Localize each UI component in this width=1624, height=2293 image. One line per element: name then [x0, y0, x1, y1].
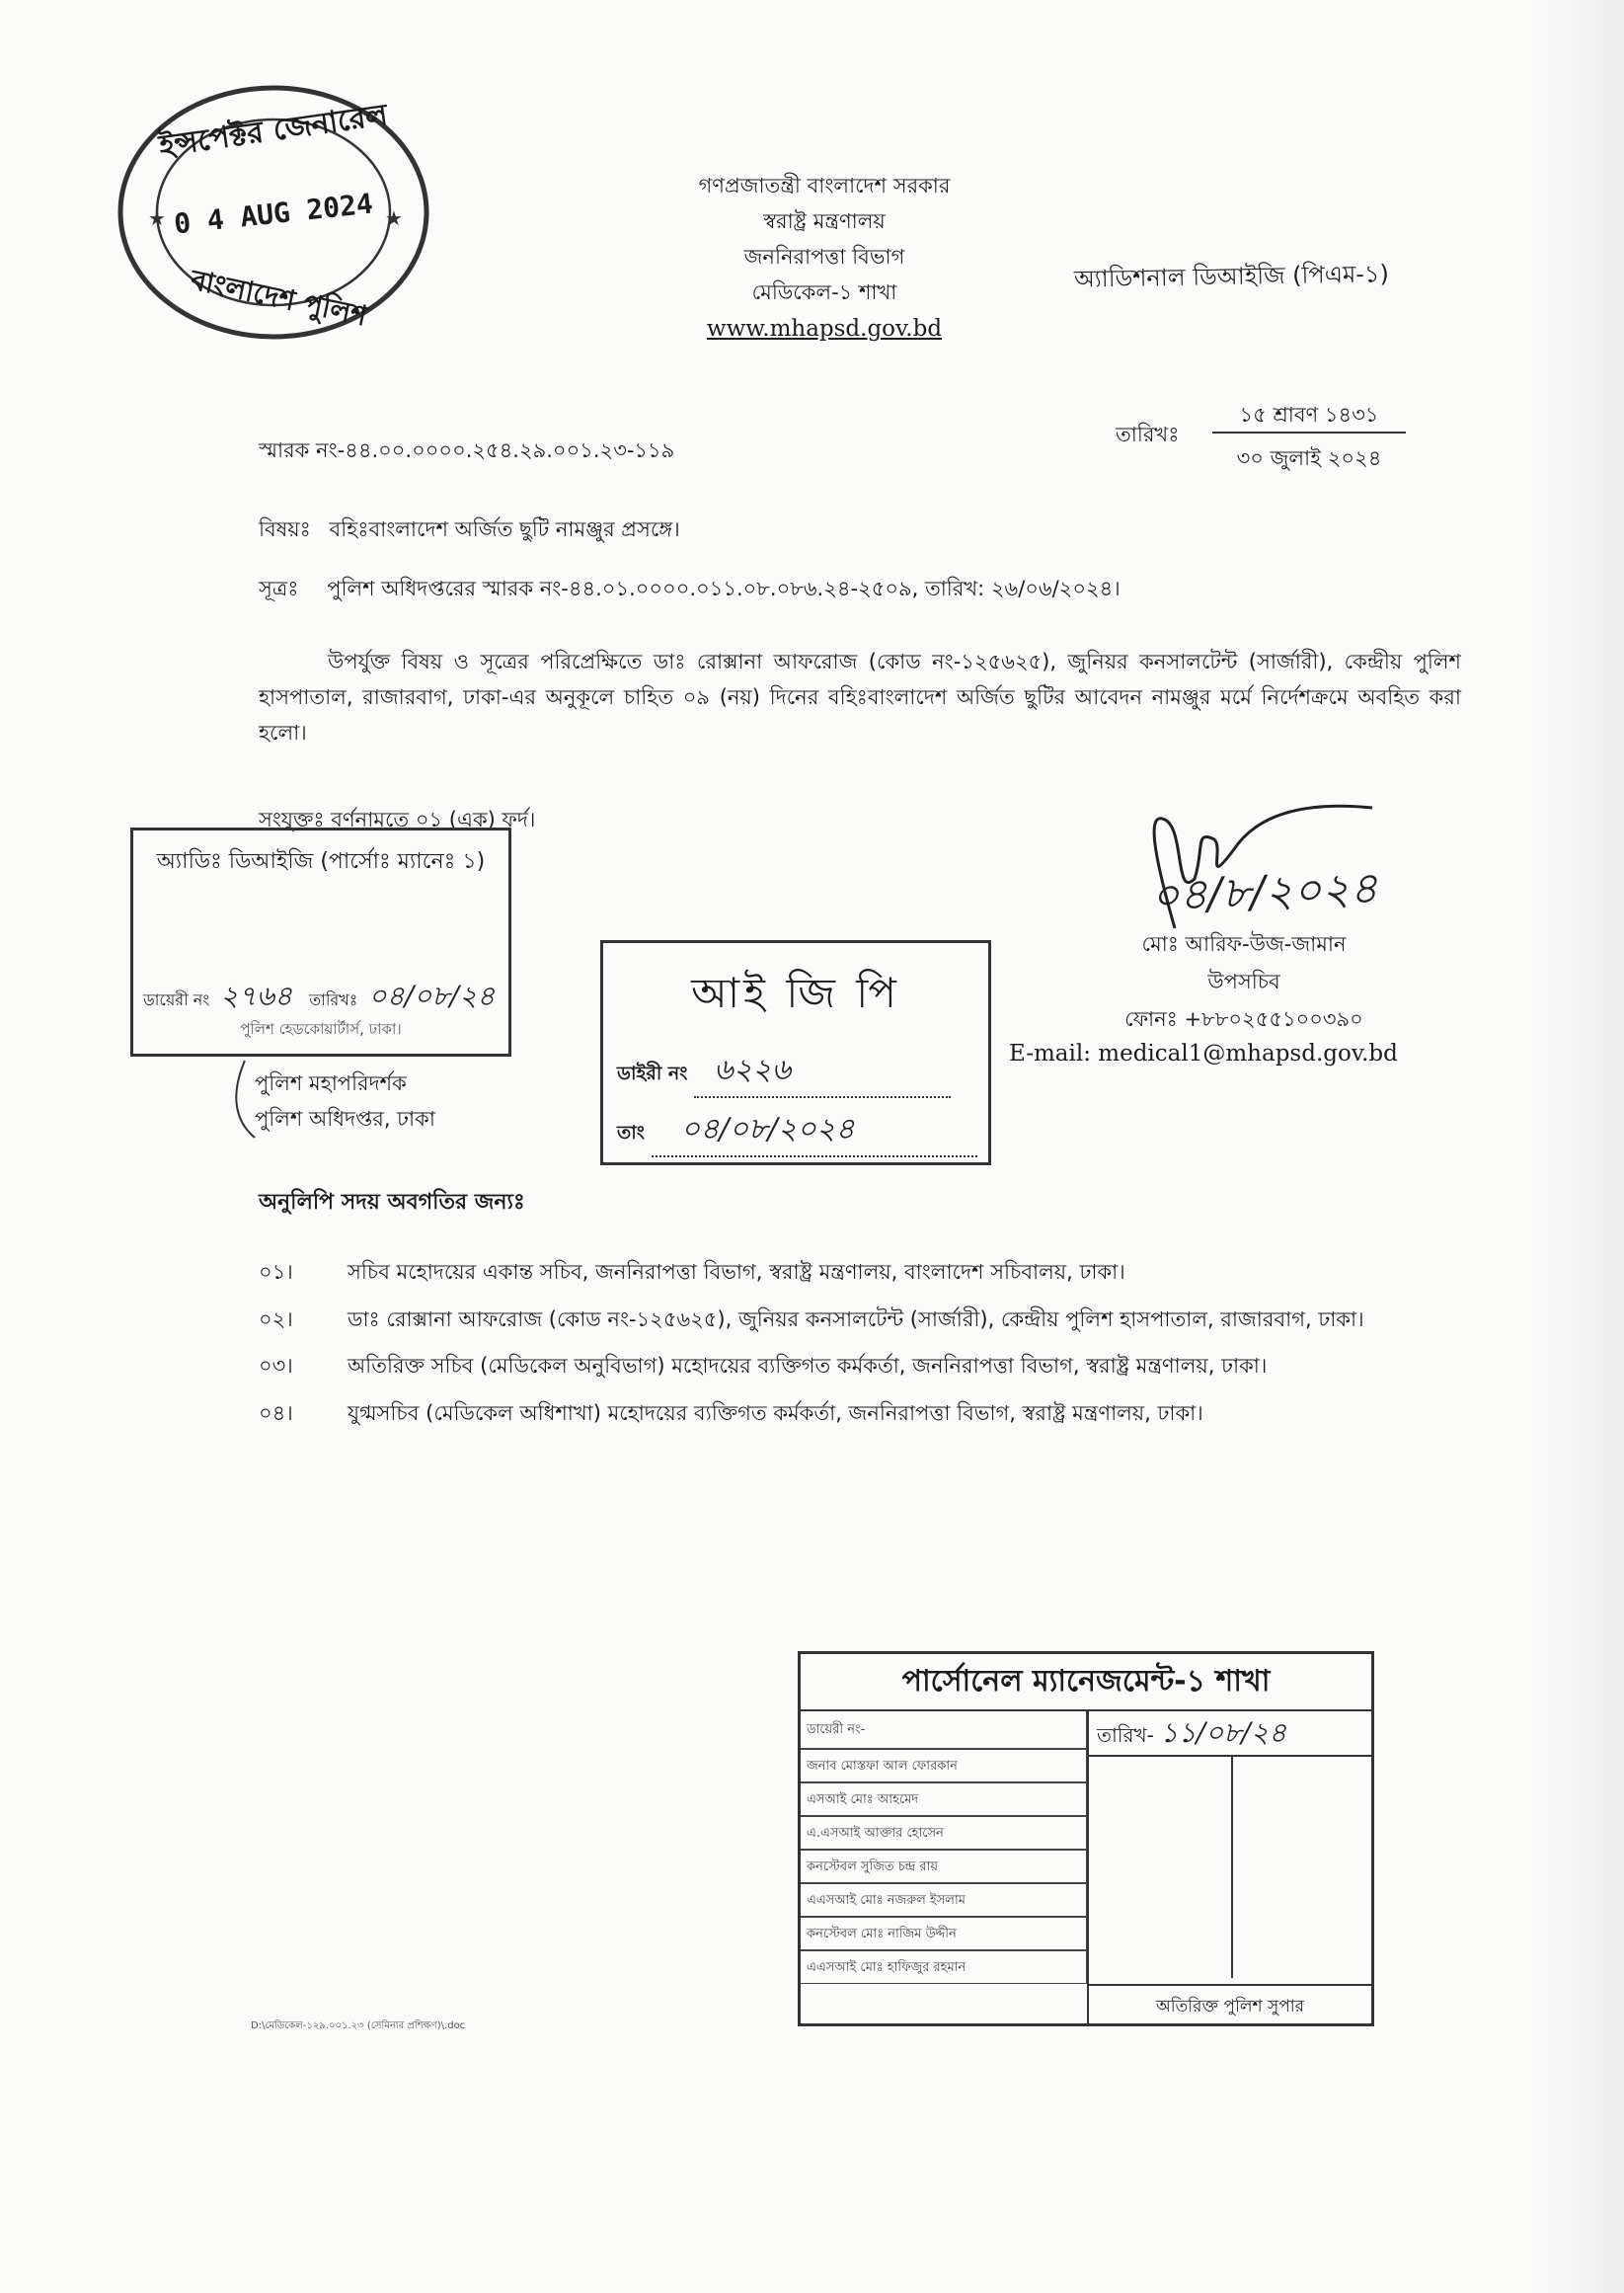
copy-item-number: ০১। [259, 1260, 293, 1284]
copy-item [259, 1397, 1461, 1431]
copy-item-text: সচিব মহোদয়ের একান্ত সচিব, জননিরাপত্তা বিভাগ, স্বরাষ্ট্র মন্ত্রণালয়, বাংলাদেশ সচিবালয়, ঢাকা। [348, 1260, 1125, 1284]
copy-item-number: ০৩। [259, 1354, 293, 1379]
dig-stamp-footer: পুলিশ হেডকোয়ার্টার্স, ঢাকা। [240, 1020, 402, 1038]
signatory-name: মোঃ আরিফ-উজ-জামান [1141, 932, 1347, 956]
attachment-line: সংযুক্তঃ বর্ণনামতে ০১ (এক) ফর্দ। [259, 808, 536, 831]
svg-text:★: ★ [148, 206, 166, 230]
seal-top-text: ইন্সপেক্টর জেনারেল [156, 97, 390, 165]
igp-receipt-stamp [600, 940, 991, 1165]
igp-date-label: তাং [617, 1122, 645, 1144]
signatory-block [1046, 926, 1441, 1038]
pm-stamp-right [1089, 1711, 1371, 2025]
memo-date-english: ৩০ জুলাই ২০২৪ [1236, 446, 1382, 470]
copy-item-text: ডাঃ রোক্সানা আফরোজ (কোড নং-১২৫৬২৫), জুনিয়র কনসালটেন্ট (সার্জারী), কেন্দ্রীয় পুলিশ হাসপাতাল, রাজারবাগ, ঢাকা। [348, 1306, 1364, 1331]
source-text: পুলিশ অধিদপ্তরের স্মারক নং-৪৪.০১.০০০০.০১১.০৮.০৮৬.২৪-২৫০৯, তারিখ: ২৬/০৬/২০২৪। [327, 577, 1121, 600]
recipient-title: পুলিশ মহাপরিদর্শক [255, 1071, 407, 1095]
dig-date-label: তারিখঃ [309, 990, 358, 1009]
copy-item [259, 1304, 1461, 1337]
dig-diary-value: ২৭৬৪ [220, 980, 293, 1012]
copy-item-text: অতিরিক্ত সচিব (মেডিকেল অনুবিভাগ) মহোদয়ের ব্যক্তিগত কর্মকর্তা, জননিরাপত্তা বিভাগ, স্বরাষ্ট্র মন্ত্রণালয়, ঢাকা। [348, 1354, 1268, 1379]
copy-item [259, 1256, 1461, 1290]
pm-date-value: ১১/০৮/২৪ [1160, 1716, 1287, 1749]
signatory-email: E-mail: medical1@mhapsd.gov.bd [1009, 1041, 1398, 1067]
dig-receipt-stamp [130, 828, 511, 1057]
letterhead [632, 168, 1017, 350]
igp-stamp-diary [617, 1046, 951, 1098]
pm-stamp-left [801, 1711, 1089, 2025]
header-division: জননিরাপত্তা বিভাগ [743, 245, 905, 270]
copy-item [259, 1350, 1461, 1384]
pm-stamp-body [801, 1711, 1371, 2025]
copy-item-number: ০২। [259, 1306, 293, 1331]
dig-stamp-diary [143, 975, 495, 1021]
pm-diary-label: ডায়েরী নং- [801, 1711, 1087, 1749]
source-label: সূত্রঃ [259, 577, 299, 600]
copy-item-text: যুগ্মসচিব (মেডিকেল অধিশাখা) মহোদয়ের ব্যক্তিগত কর্মকর্তা, জননিরাপত্তা বিভাগ, স্বরাষ্ট্র মন্ত্রণালয়, ঢাকা। [348, 1400, 1203, 1425]
igp-date-value: ০৪/০৮/২০২৪ [652, 1105, 977, 1157]
pm-stamp-title: পার্সোনেল ম্যানেজমেন্ট-১ শাখা [801, 1654, 1371, 1711]
header-ministry: স্বরাষ্ট্র মন্ত্রণালয় [763, 209, 886, 234]
copies-list [259, 1256, 1461, 1430]
pm-name-row: কনস্টেবল সুজিত চন্দ্র রায় [801, 1850, 1087, 1883]
recipient-hand-mark [225, 1059, 265, 1147]
igp-diary-label: ডাইরী নং [617, 1063, 688, 1084]
memo-date-label: তারিখঃ [1116, 423, 1180, 446]
pm-column-divider [1231, 1755, 1233, 1978]
header-government: গণপ্রজাতন্ত্রী বাংলাদেশ সরকার [698, 174, 951, 198]
dig-stamp-title: অ্যাডিঃ ডিআইজি (পার্সোঃ ম্যানেঃ ১) [156, 849, 486, 874]
igp-stamp-title: আই জি পি [691, 969, 900, 1017]
pm-name-row: কনস্টেবল মোঃ নাজিম উদ্দীন [801, 1917, 1087, 1950]
pm-branch-stamp [798, 1651, 1374, 2026]
pm-stamp-footer: অতিরিক্ত পুলিশ সুপার [1089, 1984, 1371, 2021]
body-paragraph: উপর্যুক্ত বিষয় ও সূত্রের পরিপ্রেক্ষিতে ডাঃ রোক্সানা আফরোজ (কোড নং-১২৫৬২৫), জুনিয়র কনসালটেন্ট (সার্জারী), কেন্দ্রীয় পুলিশ হাসপাতাল, রাজারবাগ, ঢাকা-এর অনুকূলে চাহিত ০৯ (নয়) দিনের বহিঃবাংলাদেশ অর্জিত ছুটির আবেদন নামঞ্জুর মর্মে নির্দেশক্রমে অবহিত করা হলো। [259, 650, 1461, 746]
seal-bottom-text: বাংলাদেশ পুলিশ [188, 263, 370, 333]
dig-diary-label: ডায়েরী নং [143, 990, 210, 1009]
recipient-office: পুলিশ অধিদপ্তর, ঢাকা [255, 1106, 435, 1131]
igp-stamp-date [617, 1105, 977, 1157]
header-branch: মেডিকেল-১ শাখা [751, 280, 897, 305]
pm-name-row: এসআই মোঃ আহমেদ [801, 1782, 1087, 1816]
header-website: www.mhapsd.gov.bd [706, 316, 943, 343]
source-line [259, 573, 1121, 605]
pm-date-row [1089, 1711, 1371, 1757]
subject-label: বিষয়ঃ [259, 517, 311, 541]
copy-item-number: ০৪। [259, 1400, 293, 1425]
memo-date-bangla: ১৫ শ্রাবণ ১৪৩১ [1212, 399, 1406, 434]
file-path-note: D:\মেডিকেল-১২৯.০০১.২৩ (সেমিনার প্রশিক্ষণ)\.doc [251, 2020, 466, 2031]
scan-edge-shadow [1535, 0, 1624, 2293]
ig-seal [111, 79, 436, 346]
pm-name-row: এএসআই মোঃ নজরুল ইসলাম [801, 1883, 1087, 1917]
copies-heading: অনুলিপি সদয় অবগতির জন্যঃ [259, 1190, 525, 1215]
svg-text:★: ★ [385, 206, 403, 230]
subject-line [259, 514, 680, 546]
pm-date-label: তারিখ- [1097, 1723, 1154, 1747]
seal-date: 0 4 AUG 2024 [172, 187, 375, 241]
signature-date: ০৪/৮/২০২৪ [1150, 863, 1379, 921]
signatory-phone: ফোনঃ +৮৮০২৫৫১০০৩৯০ [1124, 1006, 1363, 1031]
recipient-block [255, 1067, 435, 1137]
handwritten-note: অ্যাডিশনাল ডিআইজি (পিএম-১) [1073, 260, 1390, 293]
pm-name-row: জনাব মোস্তফা আল ফোরকান [801, 1749, 1087, 1782]
igp-diary-value: ৬২২৬ [694, 1046, 951, 1098]
pm-name-row: এএসআই মোঃ হাফিজুর রহমান [801, 1950, 1087, 1984]
signatory-designation: উপসচিব [1207, 969, 1280, 993]
dig-date-value: ০৪/০৮/২৪ [368, 980, 496, 1012]
memo-ref: স্মারক নং-৪৪.০০.০০০০.২৫৪.২৯.০০১.২৩-১১৯ [259, 438, 675, 462]
subject-text: বহিঃবাংলাদেশ অর্জিত ছুটি নামঞ্জুর প্রসঙ্গে। [329, 517, 680, 541]
pm-name-row: এ.এসআই আক্তার হোসেন [801, 1816, 1087, 1850]
